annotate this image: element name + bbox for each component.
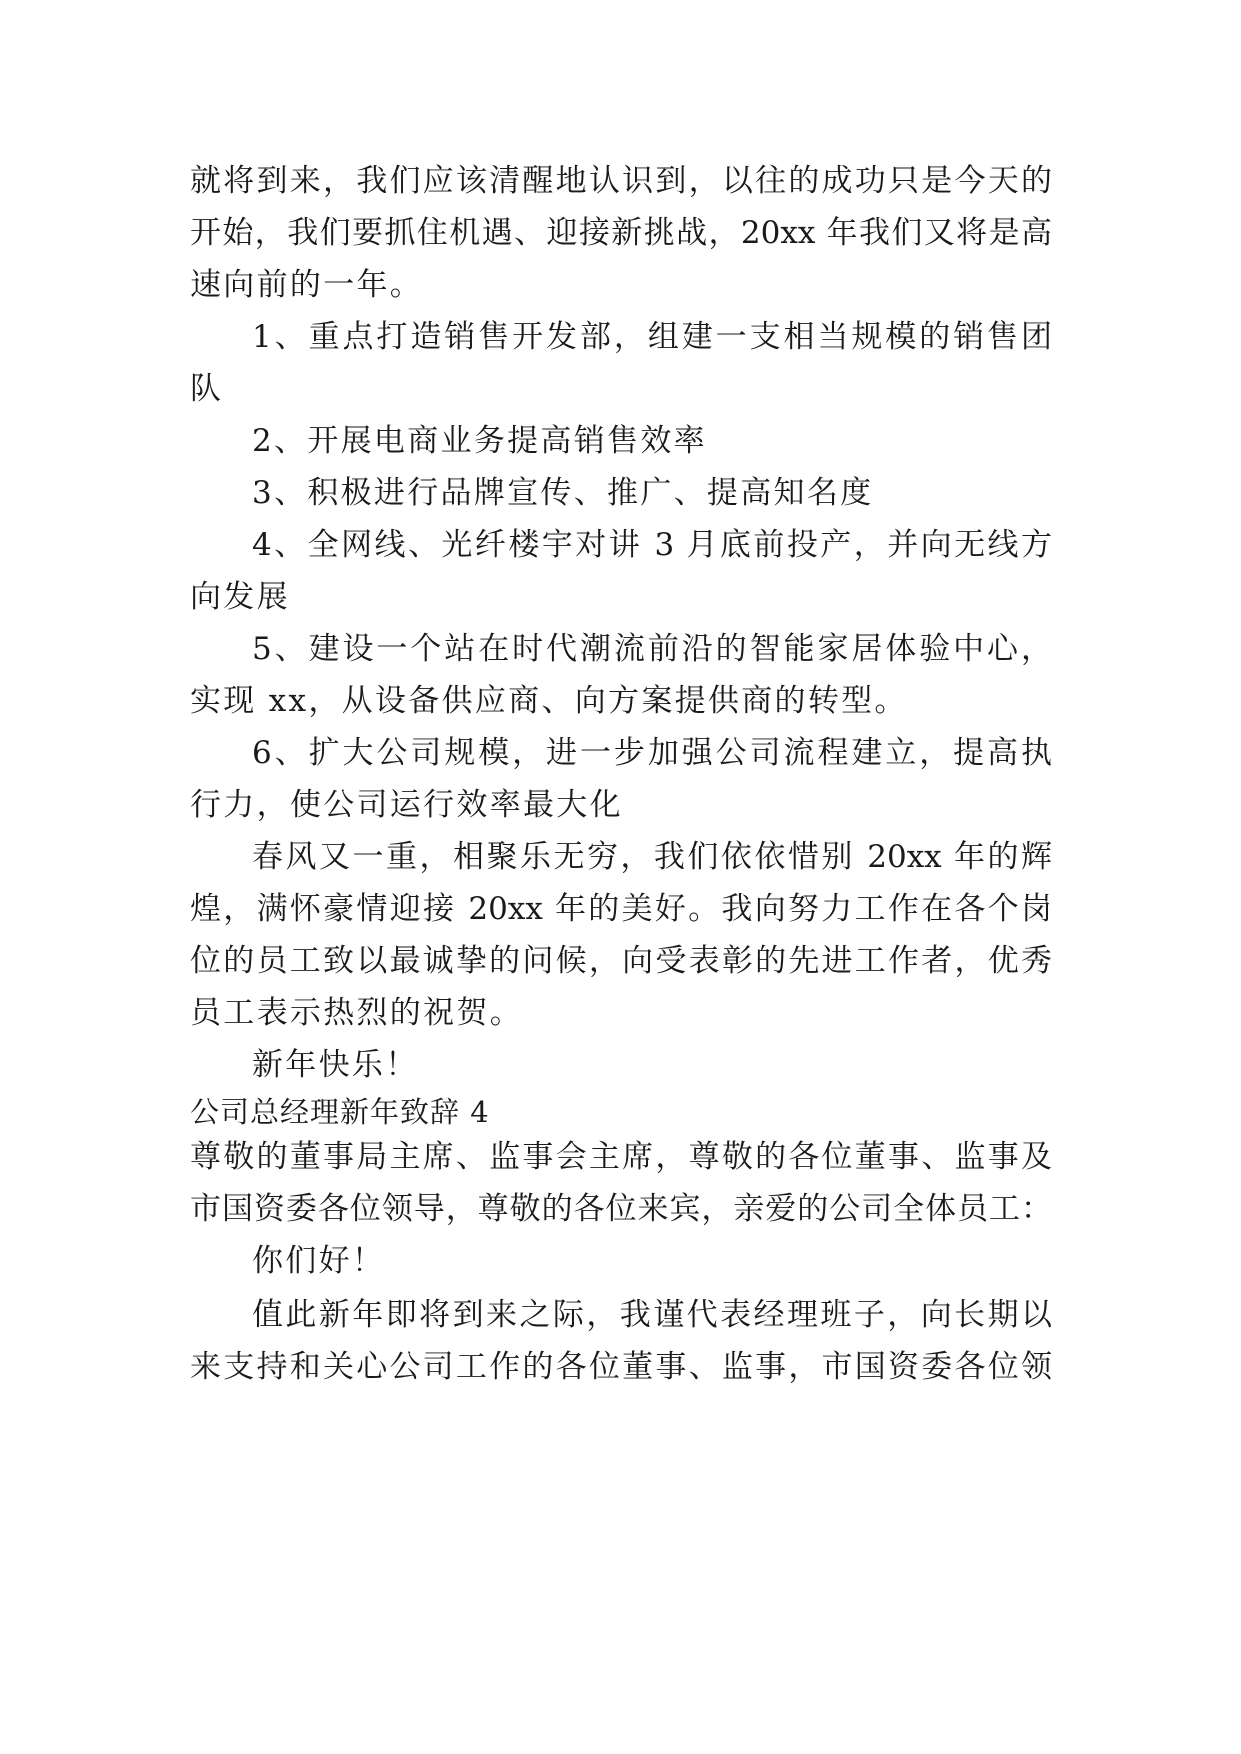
- goal-3: 3、积极进行品牌宣传、推广、提高知名度: [252, 475, 874, 511]
- goal-6-line-2: 行力，使公司运行效率最大化: [190, 787, 623, 823]
- intro-line-2: 开始，我们要抓住机遇、迎接新挑战，20xx 年我们又将是高: [190, 215, 1052, 251]
- salutation-line-1: 尊敬的董事局主席、监事会主席，尊敬的各位董事、监事及: [190, 1139, 1052, 1175]
- goal-4-line-2: 向发展: [190, 579, 290, 615]
- goal-6-line-1: 6、扩大公司规模，进一步加强公司流程建立，提高执: [252, 735, 1052, 771]
- goal-1-line-1: 1、重点打造销售开发部，组建一支相当规模的销售团: [252, 319, 1052, 355]
- closing-line-1: 春风又一重，相聚乐无穷，我们依依惜别 20xx 年的辉: [252, 839, 1052, 875]
- goal-5-line-2: 实现 xx，从设备供应商、向方案提供商的转型。: [190, 683, 908, 719]
- closing-line-2: 煌，满怀豪情迎接 20xx 年的美好。我向努力工作在各个岗: [190, 891, 1052, 927]
- section-title: 公司总经理新年致辞 4: [190, 1095, 490, 1129]
- intro-line-3: 速向前的一年。: [190, 267, 424, 303]
- goal-2: 2、开展电商业务提高销售效率: [252, 423, 707, 459]
- new-year-wish: 新年快乐！: [252, 1047, 419, 1083]
- opening-line-2: 来支持和关心公司工作的各位董事、监事，市国资委各位领: [190, 1349, 1052, 1385]
- goal-1-line-2: 队: [190, 371, 224, 407]
- greeting: 你们好！: [252, 1243, 386, 1279]
- goal-5-line-1: 5、建设一个站在时代潮流前沿的智能家居体验中心，: [252, 631, 1052, 667]
- closing-line-4: 员工表示热烈的祝贺。: [190, 995, 523, 1031]
- closing-line-3: 位的员工致以最诚挚的问候，向受表彰的先进工作者，优秀: [190, 943, 1052, 979]
- salutation-line-2: 市国资委各位领导，尊敬的各位来宾，亲爱的公司全体员工：: [190, 1191, 1052, 1227]
- intro-line-1: 就将到来，我们应该清醒地认识到，以往的成功只是今天的: [190, 163, 1052, 199]
- goal-4-line-1: 4、全网线、光纤楼宇对讲 3 月底前投产，并向无线方: [252, 527, 1052, 563]
- opening-line-1: 值此新年即将到来之际，我谨代表经理班子，向长期以: [252, 1297, 1052, 1333]
